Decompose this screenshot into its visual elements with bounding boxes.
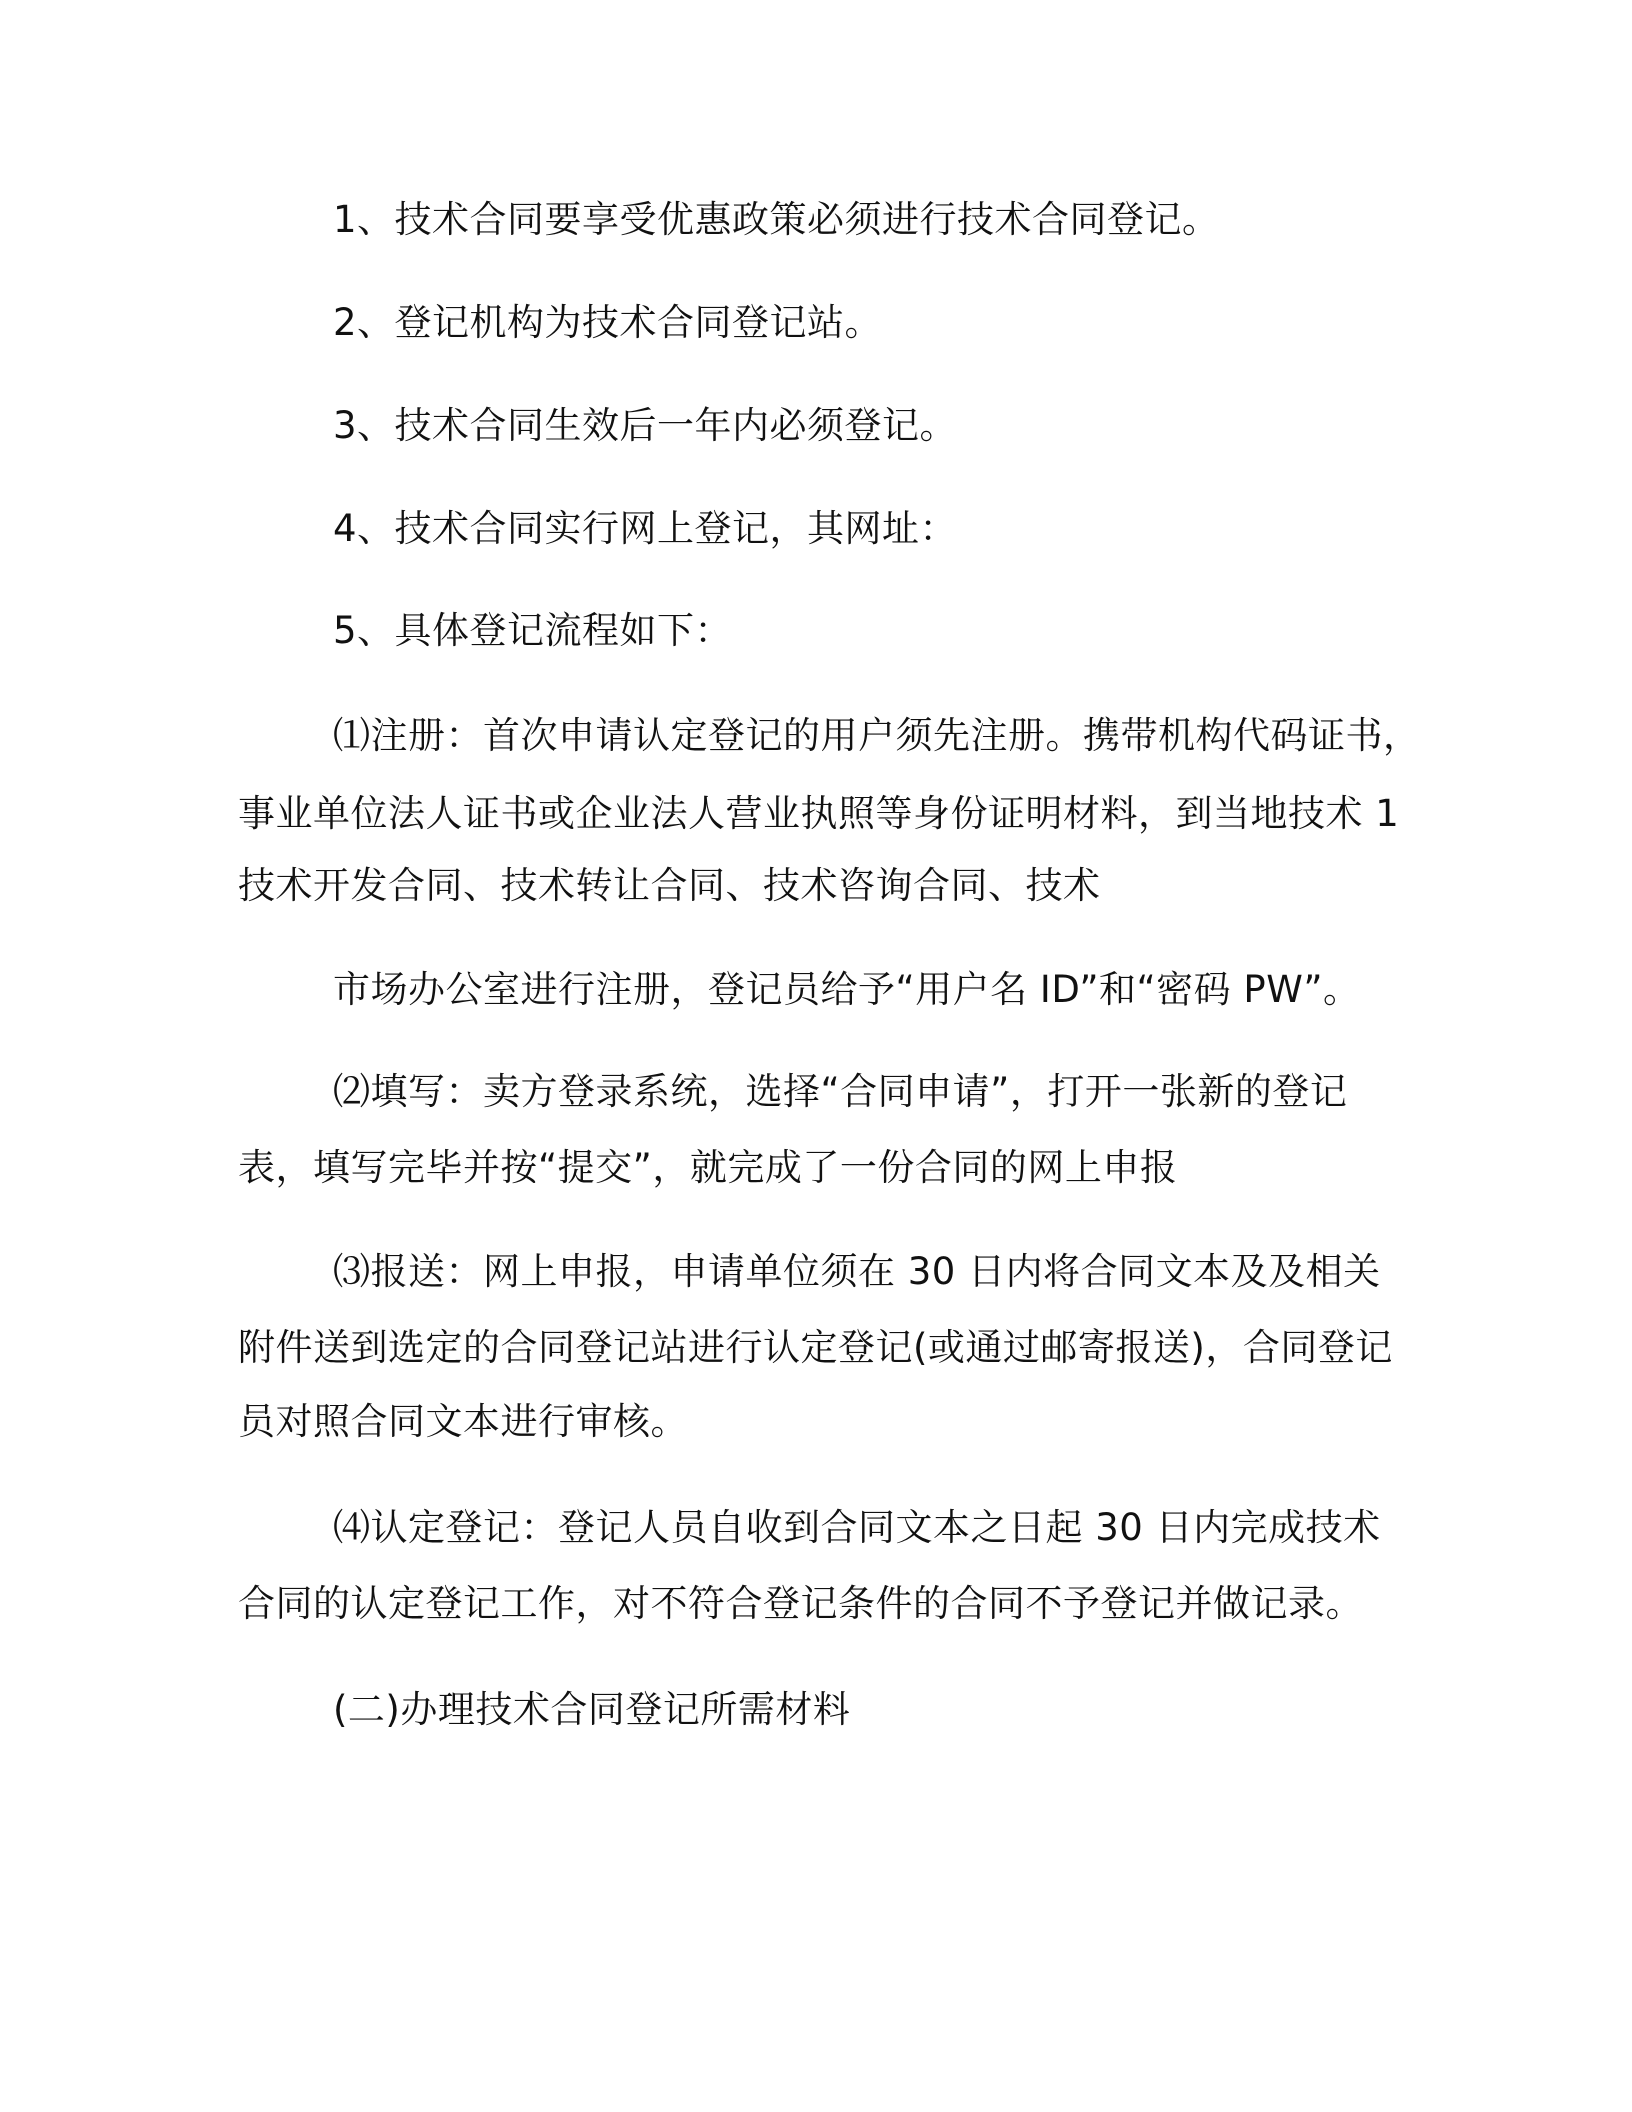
item-3: 3、技术合同生效后一年内必须登记。	[333, 404, 958, 447]
section-heading-materials: (二)办理技术合同登记所需材料	[333, 1688, 851, 1731]
step-3-line-3: 员对照合同文本进行审核。	[238, 1400, 688, 1443]
item-2: 2、登记机构为技术合同登记站。	[333, 301, 883, 344]
item-4: 4、技术合同实行网上登记，其网址：	[333, 507, 958, 550]
step-2-line-2: 表，填写完毕并按“提交”，就完成了一份合同的网上申报	[238, 1146, 1178, 1189]
item-5: 5、具体登记流程如下：	[333, 609, 733, 652]
item-1: 1、技术合同要享受优惠政策必须进行技术合同登记。	[333, 198, 1220, 241]
step-2-line-1: ⑵填写：卖方登录系统，选择“合同申请”，打开一张新的登记	[333, 1070, 1348, 1113]
step-4-line-1: ⑷认定登记：登记人员自收到合同文本之日起 30 日内完成技术	[333, 1506, 1381, 1549]
step-1-line-2: 事业单位法人证书或企业法人营业执照等身份证明材料，到当地技术 1	[238, 792, 1400, 835]
step-1-line-4: 市场办公室进行注册，登记员给予“用户名 ID”和“密码 PW”。	[333, 968, 1361, 1011]
step-3-line-1: ⑶报送：网上申报，申请单位须在 30 日内将合同文本及及相关	[333, 1250, 1381, 1293]
step-1-line-1: ⑴注册：首次申请认定登记的用户须先注册。携带机构代码证书，	[333, 714, 1421, 757]
step-3-line-2: 附件送到选定的合同登记站进行认定登记(或通过邮寄报送)，合同登记	[238, 1326, 1393, 1369]
step-4-line-2: 合同的认定登记工作，对不符合登记条件的合同不予登记并做记录。	[238, 1582, 1363, 1625]
step-1-line-3: 技术开发合同、技术转让合同、技术咨询合同、技术	[238, 864, 1101, 907]
